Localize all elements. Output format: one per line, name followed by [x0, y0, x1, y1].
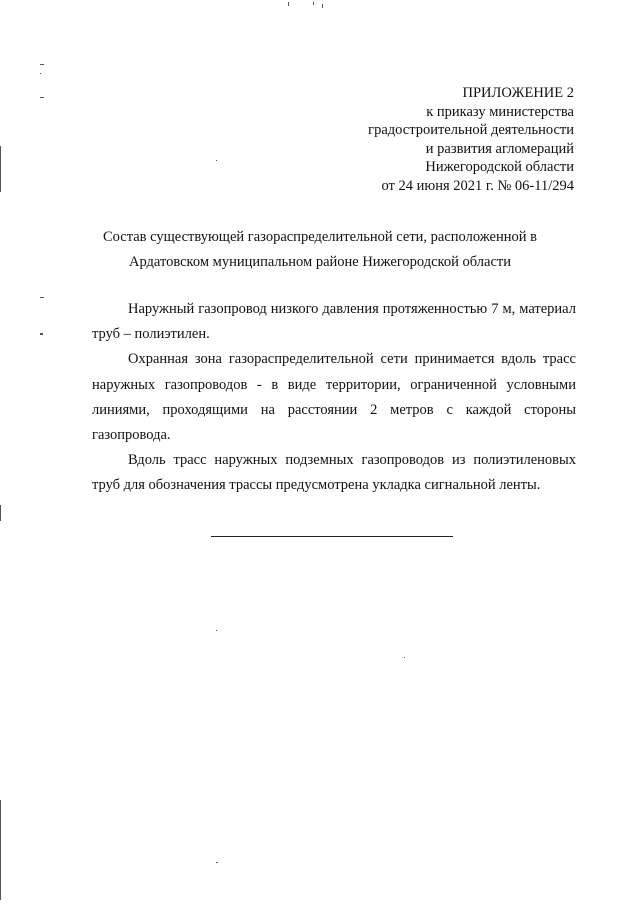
appendix-heading: ПРИЛОЖЕНИЕ 2 — [462, 85, 574, 101]
title-line-2: Ардатовском муниципальном районе Нижегородской области — [129, 254, 511, 270]
scan-mark — [40, 73, 41, 74]
scan-mark — [0, 505, 1, 521]
end-divider-line — [211, 536, 453, 537]
scan-mark — [40, 297, 44, 298]
appendix-line: к приказу министерства — [426, 103, 574, 120]
scan-mark — [40, 64, 44, 65]
paragraph-signal-tape: Вдоль трасс наружных подземных газопроводов из полиэтиленовых труб для обозначения трассы предусмотрена укладка сигнальной ленты. — [92, 452, 576, 494]
scan-mark — [216, 630, 217, 631]
scan-mark — [40, 333, 43, 335]
paragraph-pipeline: Наружный газопровод низкого давления протяженностью 7 м, материал труб – полиэтилен. — [92, 301, 576, 343]
scan-mark — [40, 97, 44, 98]
scan-mark — [0, 800, 1, 900]
scan-mark — [216, 862, 218, 863]
scan-mark — [288, 2, 289, 6]
appendix-date-number: от 24 июня 2021 г. № 06-11/294 — [381, 177, 574, 194]
title-line-1: Состав существующей газораспределительной сети, расположенной в — [103, 229, 537, 245]
scan-mark — [404, 657, 405, 658]
appendix-block — [368, 84, 574, 196]
paragraph-protection-zone: Охранная зона газораспределительной сети принимается вдоль трасс наружных газопроводов - в виде территории, ограниченной условными линиями, проходящими на расстоянии 2 метров с каждой стороны газопровода. — [92, 351, 576, 444]
body-text — [92, 297, 576, 499]
appendix-line: и развития агломераций — [425, 140, 574, 157]
appendix-line: Нижегородской области — [425, 159, 574, 176]
scan-mark — [216, 160, 217, 161]
document-title — [70, 225, 570, 275]
scan-mark — [313, 2, 314, 5]
appendix-line: градостроительной деятельности — [368, 122, 574, 139]
scan-mark — [322, 4, 323, 8]
scan-mark — [0, 146, 1, 192]
